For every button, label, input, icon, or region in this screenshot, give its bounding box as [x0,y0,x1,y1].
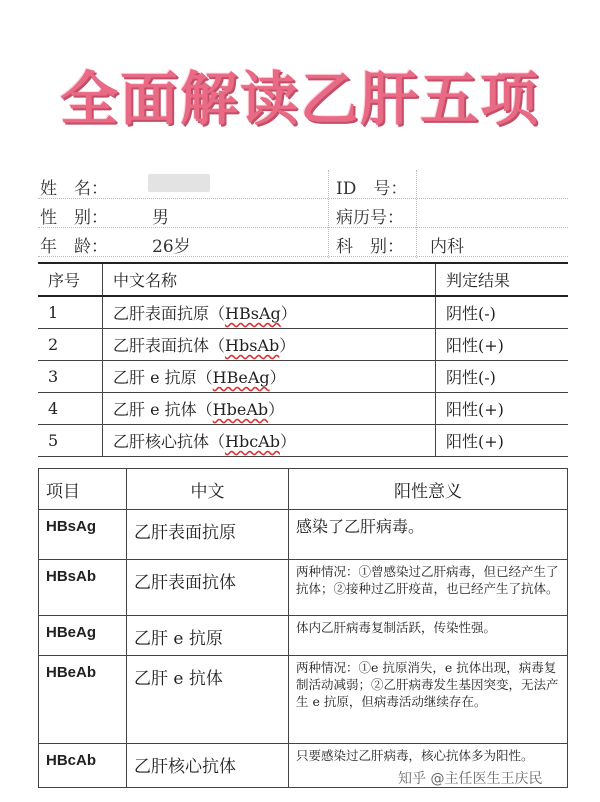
dept-value: 内科 [430,237,464,257]
age-value: 26岁 [152,237,191,257]
table-row [38,296,568,329]
row-abbr: HBsAg [225,304,281,323]
name-value-redacted [148,174,210,197]
row-abbr: HBeAg [212,368,270,387]
header-name: 中文名称 [103,263,436,296]
item-abbr: HBsAb [39,560,127,616]
item-abbr: HBeAb [39,656,127,744]
row-result: 阴性(-) [436,296,569,329]
age-label: 年 龄： [40,237,108,257]
item-meaning: 体内乙肝病毒复制活跃，传染性强。 [289,616,568,656]
row-name: 乙肝 e 抗原（HBeAg） [103,361,436,393]
table-row [38,361,568,393]
id-label: ID 号： [336,179,408,199]
item-abbr: HBeAg [39,616,127,656]
results-table [38,262,568,457]
watermark: 知乎 @主任医生王庆民 [398,771,543,787]
row-no: 5 [38,425,103,457]
item-cn: 乙肝核心抗体 [127,744,289,788]
row-abbr: HbsAb [225,336,280,355]
item-cn: 乙肝 e 抗体 [127,656,289,744]
table-row [39,656,568,744]
table-row [39,560,568,616]
name-label: 姓 名： [40,179,108,199]
table-row [38,329,568,361]
row-no: 4 [38,393,103,425]
row-abbr: HbcAb [225,432,280,451]
row-no: 3 [38,361,103,393]
info-row-sex [38,199,568,228]
table-row [39,616,568,656]
row-result: 阳性(+) [436,425,569,457]
item-meaning: 两种情况：①e 抗原消失，e 抗体出现，病毒复制活动减弱；②乙肝病毒发生基因突变，无法产生 e 抗原，但病毒活动继续存在。 [289,656,568,744]
dept-label: 科 别： [336,237,404,257]
table-row [39,510,568,560]
header-result: 判定结果 [436,263,569,296]
results-header-row [38,263,568,296]
item-cn: 乙肝 e 抗原 [127,616,289,656]
row-no: 2 [38,329,103,361]
header-item: 项目 [39,469,127,510]
meaning-table [38,468,568,788]
item-meaning: 感染了乙肝病毒。 [289,510,568,560]
record-label: 病历号： [336,208,404,228]
row-name: 乙肝表面抗原（HBsAg） [103,296,436,329]
table-row [38,425,568,457]
item-abbr: HBcAb [39,744,127,788]
item-meaning: 两种情况：①曾感染过乙肝病毒，但已经产生了抗体；②接种过乙肝疫苗，也已经产生了抗体。 [289,560,568,616]
header-meaning: 阳性意义 [289,469,568,510]
meaning-header-row [39,469,568,510]
row-abbr: HbeAb [212,400,269,419]
sex-value: 男 [152,208,169,228]
row-result: 阳性(+) [436,393,569,425]
row-name: 乙肝 e 抗体（HbeAb） [103,393,436,425]
row-result: 阴性(-) [436,361,569,393]
item-cn: 乙肝表面抗原 [127,510,289,560]
row-name: 乙肝核心抗体（HbcAb） [103,425,436,457]
patient-info [38,170,568,258]
info-row-age [38,228,568,257]
header-cn: 中文 [127,469,289,510]
row-no: 1 [38,296,103,329]
header-no: 序号 [38,263,103,296]
page-title: 全面解读乙肝五项 [59,65,540,133]
sex-label: 性 别： [40,208,108,228]
row-name: 乙肝表面抗体（HbsAb） [103,329,436,361]
info-row-name [38,170,568,199]
item-cn: 乙肝表面抗体 [127,560,289,616]
table-row [38,393,568,425]
item-meaning: 只要感染过乙肝病毒，核心抗体多为阳性。 [289,744,568,788]
row-result: 阳性(+) [436,329,569,361]
item-abbr: HBsAg [39,510,127,560]
